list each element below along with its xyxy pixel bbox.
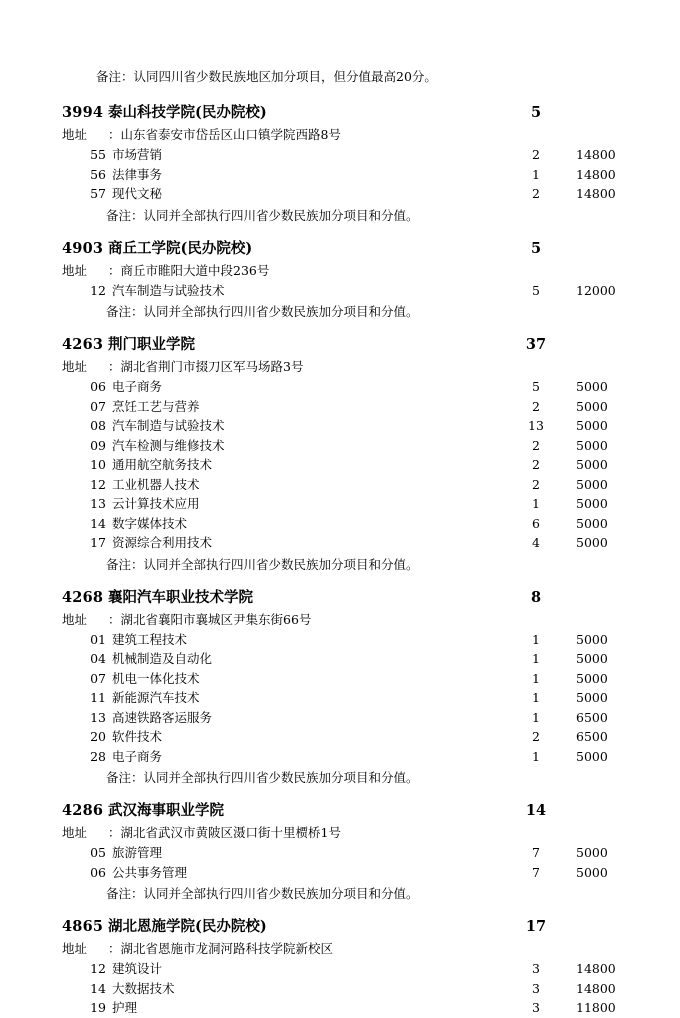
- major-tuition-fee: 5000: [576, 535, 608, 550]
- major-code: 56: [90, 166, 106, 182]
- major-row: [62, 514, 618, 534]
- major-tuition-fee: 5000: [576, 476, 608, 492]
- address-colon: ：: [108, 941, 121, 956]
- major-plan-count: 2: [532, 457, 540, 472]
- major-name: 旅游管理: [112, 845, 163, 860]
- major-row: [62, 455, 618, 475]
- major-code: 13: [90, 709, 106, 725]
- major-code: 05: [90, 845, 106, 860]
- major-name: 现代文秘: [112, 186, 163, 201]
- address-label: 地址: [62, 127, 88, 142]
- major-tuition-fee: 5000: [576, 845, 608, 860]
- school-note-row: [106, 302, 618, 322]
- school-address: 湖北省荆门市掇刀区军马场路3号: [120, 359, 304, 374]
- school-address: 山东省泰安市岱岳区山口镇学院西路8号: [120, 127, 341, 142]
- major-plan-count: 1: [532, 651, 540, 666]
- school-block: [62, 916, 618, 1018]
- school-address: 湖北省武汉市黄陂区滠口街十里槚桥1号: [120, 825, 341, 840]
- major-name: 云计算技术应用: [112, 496, 200, 511]
- major-row: [62, 998, 618, 1018]
- address-label: 地址: [62, 941, 88, 956]
- major-code: 14: [90, 980, 106, 996]
- school-code: 3994: [62, 104, 104, 121]
- major-code: 04: [90, 651, 106, 666]
- major-plan-count: 2: [532, 476, 540, 492]
- major-code: 10: [90, 457, 106, 472]
- major-plan-count: 2: [532, 437, 540, 453]
- major-tuition-fee: 6500: [576, 729, 608, 744]
- school-address: 湖北省恩施市龙洞河路科技学院新校区: [120, 941, 334, 956]
- major-name: 市场营销: [112, 147, 163, 162]
- major-code: 12: [90, 961, 106, 976]
- note-label: 备注: [106, 886, 132, 901]
- school-note: 认同并全部执行四川省少数民族加分项目和分值。: [143, 770, 419, 785]
- major-tuition-fee: 5000: [576, 670, 608, 686]
- major-plan-count: 4: [532, 535, 540, 550]
- major-plan-count: 6: [532, 515, 540, 531]
- major-name: 资源综合利用技术: [112, 535, 213, 550]
- major-row: [62, 843, 618, 863]
- note-label: 备注: [106, 304, 132, 319]
- school-plan-count: 8: [530, 588, 542, 606]
- major-plan-count: 13: [528, 418, 544, 433]
- major-tuition-fee: 11800: [576, 1000, 616, 1015]
- major-name: 机械制造及自动化: [112, 651, 213, 666]
- note-colon: ：: [131, 556, 144, 572]
- major-tuition-fee: 5000: [576, 398, 608, 414]
- address-colon: ：: [108, 262, 121, 278]
- major-code: 28: [90, 748, 106, 764]
- note-colon: ：: [131, 886, 144, 901]
- major-row: [62, 863, 618, 883]
- major-name: 法律事务: [112, 166, 163, 182]
- school-name: 武汉海事职业学院: [108, 802, 224, 819]
- major-plan-count: 1: [532, 690, 540, 705]
- major-name: 汽车制造与试验技术: [112, 282, 225, 298]
- major-code: 01: [90, 631, 106, 647]
- major-code: 07: [90, 670, 106, 686]
- major-row: [62, 416, 618, 436]
- school-address-row: [62, 261, 618, 280]
- major-tuition-fee: 14800: [576, 186, 616, 201]
- major-row: [62, 979, 618, 999]
- major-tuition-fee: 5000: [576, 651, 608, 666]
- school-header: [62, 334, 618, 356]
- major-row: [62, 475, 618, 495]
- major-row: [62, 649, 618, 669]
- school-address-row: [62, 357, 618, 376]
- address-colon: ：: [108, 611, 121, 627]
- major-code: 06: [90, 379, 106, 394]
- major-name: 工业机器人技术: [112, 476, 200, 492]
- major-tuition-fee: 6500: [576, 709, 608, 725]
- school-note-row: [106, 884, 618, 904]
- major-plan-count: 1: [532, 496, 540, 511]
- school-note-row: [106, 206, 618, 226]
- major-row: [62, 494, 618, 514]
- school-name: 泰山科技学院(民办院校): [108, 104, 267, 121]
- major-tuition-fee: 5000: [576, 690, 608, 705]
- school-name: 荆门职业学院: [108, 336, 195, 353]
- major-plan-count: 3: [532, 961, 540, 976]
- major-plan-count: 2: [532, 186, 540, 201]
- school-address: 湖北省襄阳市襄城区尹集东街66号: [120, 611, 312, 627]
- school-block: [62, 102, 618, 226]
- school-code: 4903: [62, 239, 104, 257]
- address-label: 地址: [62, 611, 88, 627]
- major-tuition-fee: 5000: [576, 379, 608, 394]
- school-code: 4286: [62, 802, 104, 819]
- major-name: 汽车检测与维修技术: [112, 437, 225, 453]
- school-header: [62, 800, 618, 822]
- major-tuition-fee: 5000: [576, 437, 608, 453]
- address-colon: ：: [108, 825, 121, 840]
- major-name: 大数据技术: [112, 980, 175, 996]
- major-code: 06: [90, 864, 106, 880]
- major-plan-count: 2: [532, 729, 540, 744]
- major-row: [62, 165, 618, 185]
- note-label: 备注: [106, 556, 132, 572]
- major-name: 电子商务: [112, 379, 163, 394]
- major-code: 09: [90, 437, 106, 453]
- major-tuition-fee: 14800: [576, 147, 616, 162]
- major-name: 数字媒体技术: [112, 515, 188, 531]
- school-list: [62, 102, 618, 1018]
- major-name: 高速铁路客运服务: [112, 709, 213, 725]
- school-block: [62, 238, 618, 323]
- school-header: [62, 587, 618, 609]
- major-name: 新能源汽车技术: [112, 690, 200, 705]
- major-tuition-fee: 12000: [576, 282, 616, 298]
- school-block: [62, 334, 618, 575]
- school-block: [62, 800, 618, 904]
- major-code: 13: [90, 496, 106, 511]
- major-row: [62, 533, 618, 553]
- major-plan-count: 1: [532, 166, 540, 182]
- school-plan-count: 14: [525, 802, 547, 819]
- school-note: 认同并全部执行四川省少数民族加分项目和分值。: [143, 556, 419, 572]
- major-name: 烹饪工艺与营养: [112, 398, 200, 414]
- page-top-note: 备注：认同四川省少数民族地区加分项目，但分值最高20分。: [96, 69, 437, 84]
- major-plan-count: 7: [532, 845, 540, 860]
- school-name: 商丘工学院(民办院校): [108, 239, 253, 257]
- major-code: 19: [90, 1000, 106, 1015]
- major-plan-count: 1: [532, 631, 540, 647]
- school-address-row: [62, 125, 618, 144]
- major-plan-count: 7: [532, 864, 540, 880]
- school-address: 商丘市睢阳大道中段236号: [120, 262, 270, 278]
- major-row: [62, 377, 618, 397]
- major-row: [62, 397, 618, 417]
- note-colon: ：: [131, 207, 144, 223]
- school-header: [62, 238, 618, 260]
- major-plan-count: 2: [532, 147, 540, 162]
- note-colon: ：: [131, 770, 144, 785]
- major-code: 20: [90, 729, 106, 744]
- major-name: 电子商务: [112, 748, 163, 764]
- major-tuition-fee: 5000: [576, 631, 608, 647]
- note-colon: ：: [131, 304, 144, 319]
- school-note-row: [106, 768, 618, 788]
- address-label: 地址: [62, 359, 88, 374]
- major-tuition-fee: 5000: [576, 457, 608, 472]
- major-code: 57: [90, 186, 106, 201]
- major-row: [62, 436, 618, 456]
- school-header: [62, 916, 618, 938]
- major-code: 17: [90, 535, 106, 550]
- major-code: 11: [90, 690, 106, 705]
- school-plan-count: 5: [530, 104, 542, 121]
- major-plan-count: 3: [532, 1000, 540, 1015]
- major-tuition-fee: 14800: [576, 166, 616, 182]
- major-code: 12: [90, 476, 106, 492]
- major-plan-count: 1: [532, 709, 540, 725]
- note-label: 备注: [106, 770, 132, 785]
- major-name: 通用航空航务技术: [112, 457, 213, 472]
- address-label: 地址: [62, 262, 88, 278]
- major-tuition-fee: 14800: [576, 961, 616, 976]
- major-name: 机电一体化技术: [112, 670, 200, 686]
- major-row: [62, 708, 618, 728]
- school-plan-count: 37: [525, 336, 547, 353]
- address-colon: ：: [108, 127, 121, 142]
- major-code: 14: [90, 515, 106, 531]
- major-row: [62, 747, 618, 767]
- school-note: 认同并全部执行四川省少数民族加分项目和分值。: [143, 207, 419, 223]
- major-tuition-fee: 5000: [576, 496, 608, 511]
- major-row: [62, 688, 618, 708]
- major-code: 55: [90, 147, 106, 162]
- major-name: 公共事务管理: [112, 864, 188, 880]
- school-name: 湖北恩施学院(民办院校): [108, 918, 267, 935]
- address-label: 地址: [62, 825, 88, 840]
- major-row: [62, 669, 618, 689]
- major-plan-count: 3: [532, 980, 540, 996]
- school-code: 4268: [62, 588, 104, 606]
- major-tuition-fee: 5000: [576, 748, 608, 764]
- school-address-row: [62, 610, 618, 629]
- school-note-row: [106, 555, 618, 575]
- school-note: 认同并全部执行四川省少数民族加分项目和分值。: [143, 304, 419, 319]
- major-name: 建筑工程技术: [112, 631, 188, 647]
- major-row: [62, 630, 618, 650]
- major-row: [62, 281, 618, 301]
- major-code: 08: [90, 418, 106, 433]
- major-plan-count: 1: [532, 670, 540, 686]
- major-code: 12: [90, 282, 106, 298]
- major-row: [62, 959, 618, 979]
- major-plan-count: 1: [532, 748, 540, 764]
- address-colon: ：: [108, 359, 121, 374]
- major-tuition-fee: 5000: [576, 864, 608, 880]
- school-plan-count: 17: [525, 918, 547, 935]
- school-header: [62, 102, 618, 124]
- school-name: 襄阳汽车职业技术学院: [108, 588, 253, 606]
- major-code: 07: [90, 398, 106, 414]
- major-tuition-fee: 5000: [576, 515, 608, 531]
- major-tuition-fee: 14800: [576, 980, 616, 996]
- major-name: 汽车制造与试验技术: [112, 418, 225, 433]
- major-name: 建筑设计: [112, 961, 163, 976]
- school-note: 认同并全部执行四川省少数民族加分项目和分值。: [143, 886, 419, 901]
- major-row: [62, 727, 618, 747]
- major-name: 软件技术: [112, 729, 163, 744]
- major-tuition-fee: 5000: [576, 418, 608, 433]
- note-label: 备注: [106, 207, 132, 223]
- school-address-row: [62, 939, 618, 958]
- school-plan-count: 5: [530, 239, 542, 257]
- major-plan-count: 5: [532, 282, 540, 298]
- major-row: [62, 184, 618, 204]
- major-plan-count: 5: [532, 379, 540, 394]
- major-row: [62, 145, 618, 165]
- major-plan-count: 2: [532, 398, 540, 414]
- major-name: 护理: [112, 1000, 138, 1015]
- school-block: [62, 587, 618, 789]
- school-code: 4263: [62, 336, 104, 353]
- school-code: 4865: [62, 918, 104, 935]
- school-address-row: [62, 823, 618, 842]
